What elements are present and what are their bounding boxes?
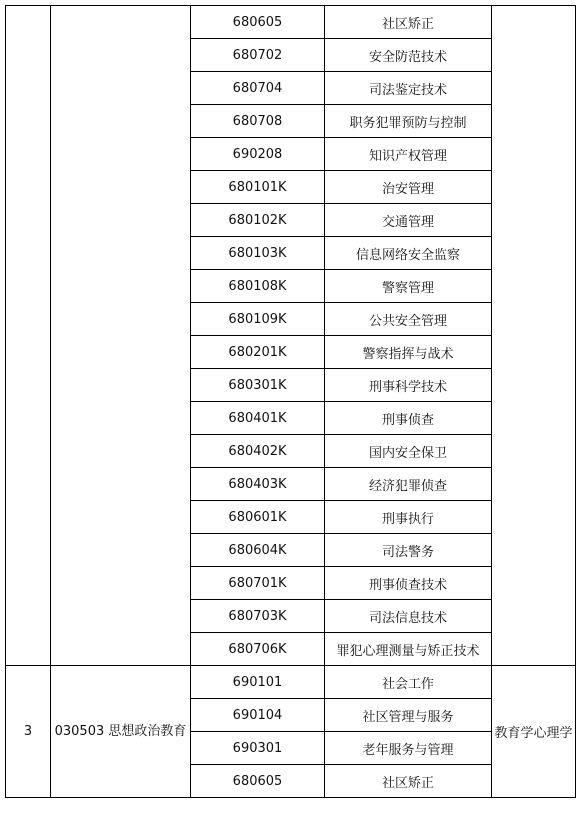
code-cell: 680604K [191, 534, 325, 567]
course-cell [492, 6, 576, 666]
name-cell: 交通管理 [325, 204, 492, 237]
code-cell: 680403K [191, 468, 325, 501]
name-cell: 司法信息技术 [325, 600, 492, 633]
code-cell: 680201K [191, 336, 325, 369]
name-cell: 职务犯罪预防与控制 [325, 105, 492, 138]
name-cell: 信息网络安全监察 [325, 237, 492, 270]
code-cell: 680108K [191, 270, 325, 303]
major-cell: 030503 思想政治教育 [51, 666, 191, 798]
code-cell: 680702 [191, 39, 325, 72]
name-cell: 公共安全管理 [325, 303, 492, 336]
name-cell: 刑事科学技术 [325, 369, 492, 402]
code-cell: 680708 [191, 105, 325, 138]
code-cell: 680102K [191, 204, 325, 237]
name-cell: 社区矫正 [325, 765, 492, 798]
name-cell: 刑事侦查技术 [325, 567, 492, 600]
name-cell: 经济犯罪侦查 [325, 468, 492, 501]
name-cell: 国内安全保卫 [325, 435, 492, 468]
code-cell: 680601K [191, 501, 325, 534]
code-cell: 680401K [191, 402, 325, 435]
code-cell: 680301K [191, 369, 325, 402]
code-cell: 690101 [191, 666, 325, 699]
major-table [5, 5, 576, 798]
name-cell: 罪犯心理测量与矫正技术 [325, 633, 492, 666]
code-cell: 690104 [191, 699, 325, 732]
name-cell: 警察指挥与战术 [325, 336, 492, 369]
code-cell: 680109K [191, 303, 325, 336]
name-cell: 安全防范技术 [325, 39, 492, 72]
name-cell: 社会工作 [325, 666, 492, 699]
table-row [6, 6, 576, 39]
code-cell: 680402K [191, 435, 325, 468]
course-cell: 教育学心理学 [492, 666, 576, 798]
code-cell: 680703K [191, 600, 325, 633]
name-cell: 社区矫正 [325, 6, 492, 39]
table-row [6, 666, 576, 699]
code-cell: 680605 [191, 6, 325, 39]
code-cell: 680605 [191, 765, 325, 798]
code-cell: 680706K [191, 633, 325, 666]
major-cell [51, 6, 191, 666]
code-cell: 690208 [191, 138, 325, 171]
code-cell: 680701K [191, 567, 325, 600]
name-cell: 警察管理 [325, 270, 492, 303]
name-cell: 社区管理与服务 [325, 699, 492, 732]
code-cell: 680103K [191, 237, 325, 270]
code-cell: 680101K [191, 171, 325, 204]
code-cell: 680704 [191, 72, 325, 105]
index-cell: 3 [6, 666, 51, 798]
name-cell: 刑事执行 [325, 501, 492, 534]
index-cell [6, 6, 51, 666]
name-cell: 知识产权管理 [325, 138, 492, 171]
name-cell: 老年服务与管理 [325, 732, 492, 765]
name-cell: 刑事侦查 [325, 402, 492, 435]
name-cell: 治安管理 [325, 171, 492, 204]
name-cell: 司法鉴定技术 [325, 72, 492, 105]
code-cell: 690301 [191, 732, 325, 765]
name-cell: 司法警务 [325, 534, 492, 567]
